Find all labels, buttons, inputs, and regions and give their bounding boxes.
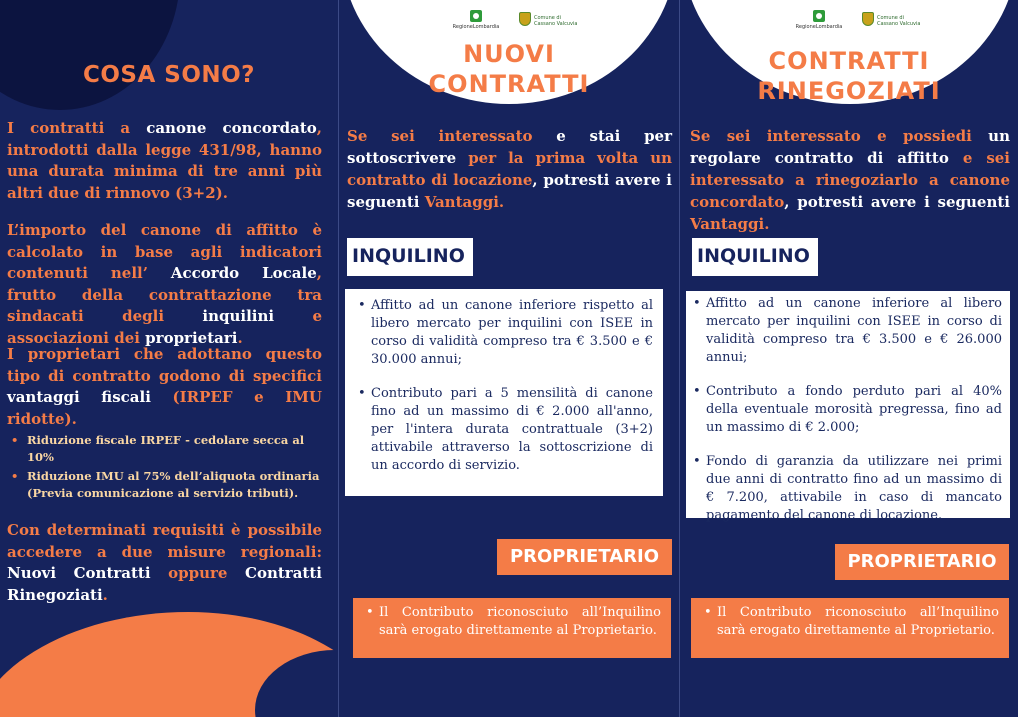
text-segment: e stai per sottoscrivere bbox=[347, 127, 673, 167]
section-title bbox=[339, 39, 679, 99]
regione-lombardia-icon bbox=[470, 10, 482, 22]
logos-row bbox=[680, 10, 1018, 32]
text-segment: . bbox=[237, 328, 243, 347]
text-segment: oppure bbox=[150, 564, 246, 582]
text-segment: canone concordato bbox=[146, 119, 317, 137]
text-segment: , frutto della contrattazione tra sindacati degli bbox=[7, 264, 322, 325]
text-segment: un regolare contratto di affitto bbox=[690, 127, 1010, 167]
text-segment: Con determinati requisiti è possibile accedere a due misure regionali: bbox=[7, 521, 322, 561]
text-segment: Se sei interessato bbox=[347, 127, 533, 145]
list-item bbox=[7, 468, 322, 502]
text-segment: e sei interessato a rinegoziarlo a canone concordato bbox=[690, 149, 1011, 211]
title-line: RINEGOZIATI bbox=[757, 77, 941, 105]
intro-paragraph bbox=[690, 125, 1010, 235]
text-segment: e associazioni dei bbox=[7, 307, 322, 347]
proprietario-benefits-box bbox=[353, 598, 671, 658]
text-segment: . bbox=[102, 585, 108, 604]
text-segment: , potresti avere i seguenti bbox=[784, 193, 1010, 211]
panel-contratti-rinegoziati bbox=[680, 0, 1018, 717]
logos-row bbox=[339, 10, 679, 32]
regione-lombardia-logo bbox=[788, 10, 850, 30]
text-segment: Contratti Rinegoziati bbox=[7, 564, 322, 604]
paragraph-importo bbox=[7, 220, 322, 349]
list-item: • Contributo pari a 5 mensilità di canone fino ad un massimo di € 2.000 all'anno, per l'intera durata contrattuale (3+2) attivabile attraverso la sottoscrizione di un accordo di servizio. bbox=[355, 385, 653, 475]
inquilino-label: INQUILINO bbox=[692, 238, 818, 276]
paragraph-definition bbox=[7, 118, 322, 204]
text-segment: Se sei interessato e possiedi bbox=[690, 127, 972, 145]
regione-logo-text: RegioneLombardia bbox=[795, 24, 843, 30]
proprietario-label: PROPRIETARIO bbox=[835, 544, 1009, 580]
list-item: • Affitto ad un canone inferiore rispetto al libero mercato per inquilini con ISEE in corso di validità compreso tra € 3.500 e € 30.000 annui; bbox=[355, 297, 653, 369]
list-item: • Il Contributo riconosciuto all’Inquilino sarà erogato direttamente al Proprietario. bbox=[363, 604, 661, 640]
regione-logo-text: RegioneLombardia bbox=[452, 24, 500, 30]
text-segment: vantaggi fiscali bbox=[7, 388, 151, 406]
proprietario-benefits-box bbox=[691, 598, 1009, 658]
text-segment: proprietari bbox=[145, 328, 238, 347]
list-item: • Affitto ad un canone inferiore al libero mercato per inquilini con ISEE in corso di validità compreso tra € 3.500 e € 26.000 annui; bbox=[690, 295, 1002, 367]
text-segment: , potresti avere i seguenti bbox=[347, 171, 672, 211]
text-segment: Accordo Locale bbox=[170, 264, 317, 282]
text-segment: Vantaggi. bbox=[424, 193, 505, 211]
panel-nuovi-contratti bbox=[339, 0, 679, 717]
list-item bbox=[7, 432, 322, 466]
section-title: COSA SONO? bbox=[82, 62, 256, 88]
text-segment: , introdotti dalla legge 431/98, hanno una durata minima di tre anni più altri due di rinnovo (3+2). bbox=[7, 119, 322, 202]
comune-logo-text: Comune di Cassano Valcuvia bbox=[534, 15, 578, 27]
proprietario-label: PROPRIETARIO bbox=[497, 539, 672, 575]
title-line: CONTRATTI bbox=[428, 70, 590, 98]
regione-lombardia-icon bbox=[813, 10, 825, 22]
decorative-blob-top bbox=[0, 0, 180, 110]
text-segment: Vantaggi. bbox=[690, 215, 770, 233]
paragraph-vantaggi-fiscali bbox=[7, 344, 322, 430]
text-segment: L’importo del canone di affitto è calcolato in base agli indicatori contenuti nell’ bbox=[7, 221, 322, 282]
bullet-irpef: • Riduzione fiscale IRPEF - cedolare secca al 10% bbox=[7, 432, 322, 466]
list-item: • Il Contributo riconosciuto all’Inquilino sarà erogato direttamente al Proprietario. bbox=[701, 604, 999, 640]
text-segment: inquilini bbox=[202, 307, 275, 325]
intro-paragraph bbox=[347, 125, 672, 213]
list-item: • Fondo di garanzia da utilizzare nei primi due anni di contratto fino ad un massimo di € 7.200, attivabile in caso di mancato pagamento del canone di locazione. bbox=[690, 453, 1002, 525]
title-line: CONTRATTI bbox=[768, 47, 930, 75]
text-segment: (IRPEF e IMU ridotte). bbox=[7, 388, 322, 428]
inquilino-label: INQUILINO bbox=[347, 238, 473, 276]
inquilino-benefits-box bbox=[686, 291, 1010, 523]
inquilino-benefits-box bbox=[345, 289, 663, 496]
panel-cosa-sono bbox=[0, 0, 338, 717]
section-title bbox=[680, 46, 1018, 106]
text-segment: I proprietari che adottano questo tipo di contratto godono di specifici bbox=[7, 345, 322, 385]
text-segment: per la prima volta un contratto di locazione bbox=[347, 149, 672, 189]
comune-logo-text: Comune di Cassano Valcuvia bbox=[877, 15, 921, 27]
comune-crest-icon bbox=[862, 12, 874, 26]
title-line: NUOVI bbox=[463, 40, 555, 68]
text-segment: I contratti a bbox=[7, 119, 147, 137]
list-item: • Contributo a fondo perduto pari al 40% della eventuale morosità pregressa, fino ad un massimo di € 2.000; bbox=[690, 383, 1002, 437]
comune-crest-icon bbox=[519, 12, 531, 26]
paragraph-misure-regionali bbox=[7, 520, 322, 606]
bullet-imu: • Riduzione IMU al 75% dell’aliquota ordinaria (Previa comunicazione al servizio tributi). bbox=[7, 468, 322, 502]
regione-lombardia-logo bbox=[445, 10, 507, 30]
text-segment: Nuovi Contratti bbox=[7, 564, 151, 582]
